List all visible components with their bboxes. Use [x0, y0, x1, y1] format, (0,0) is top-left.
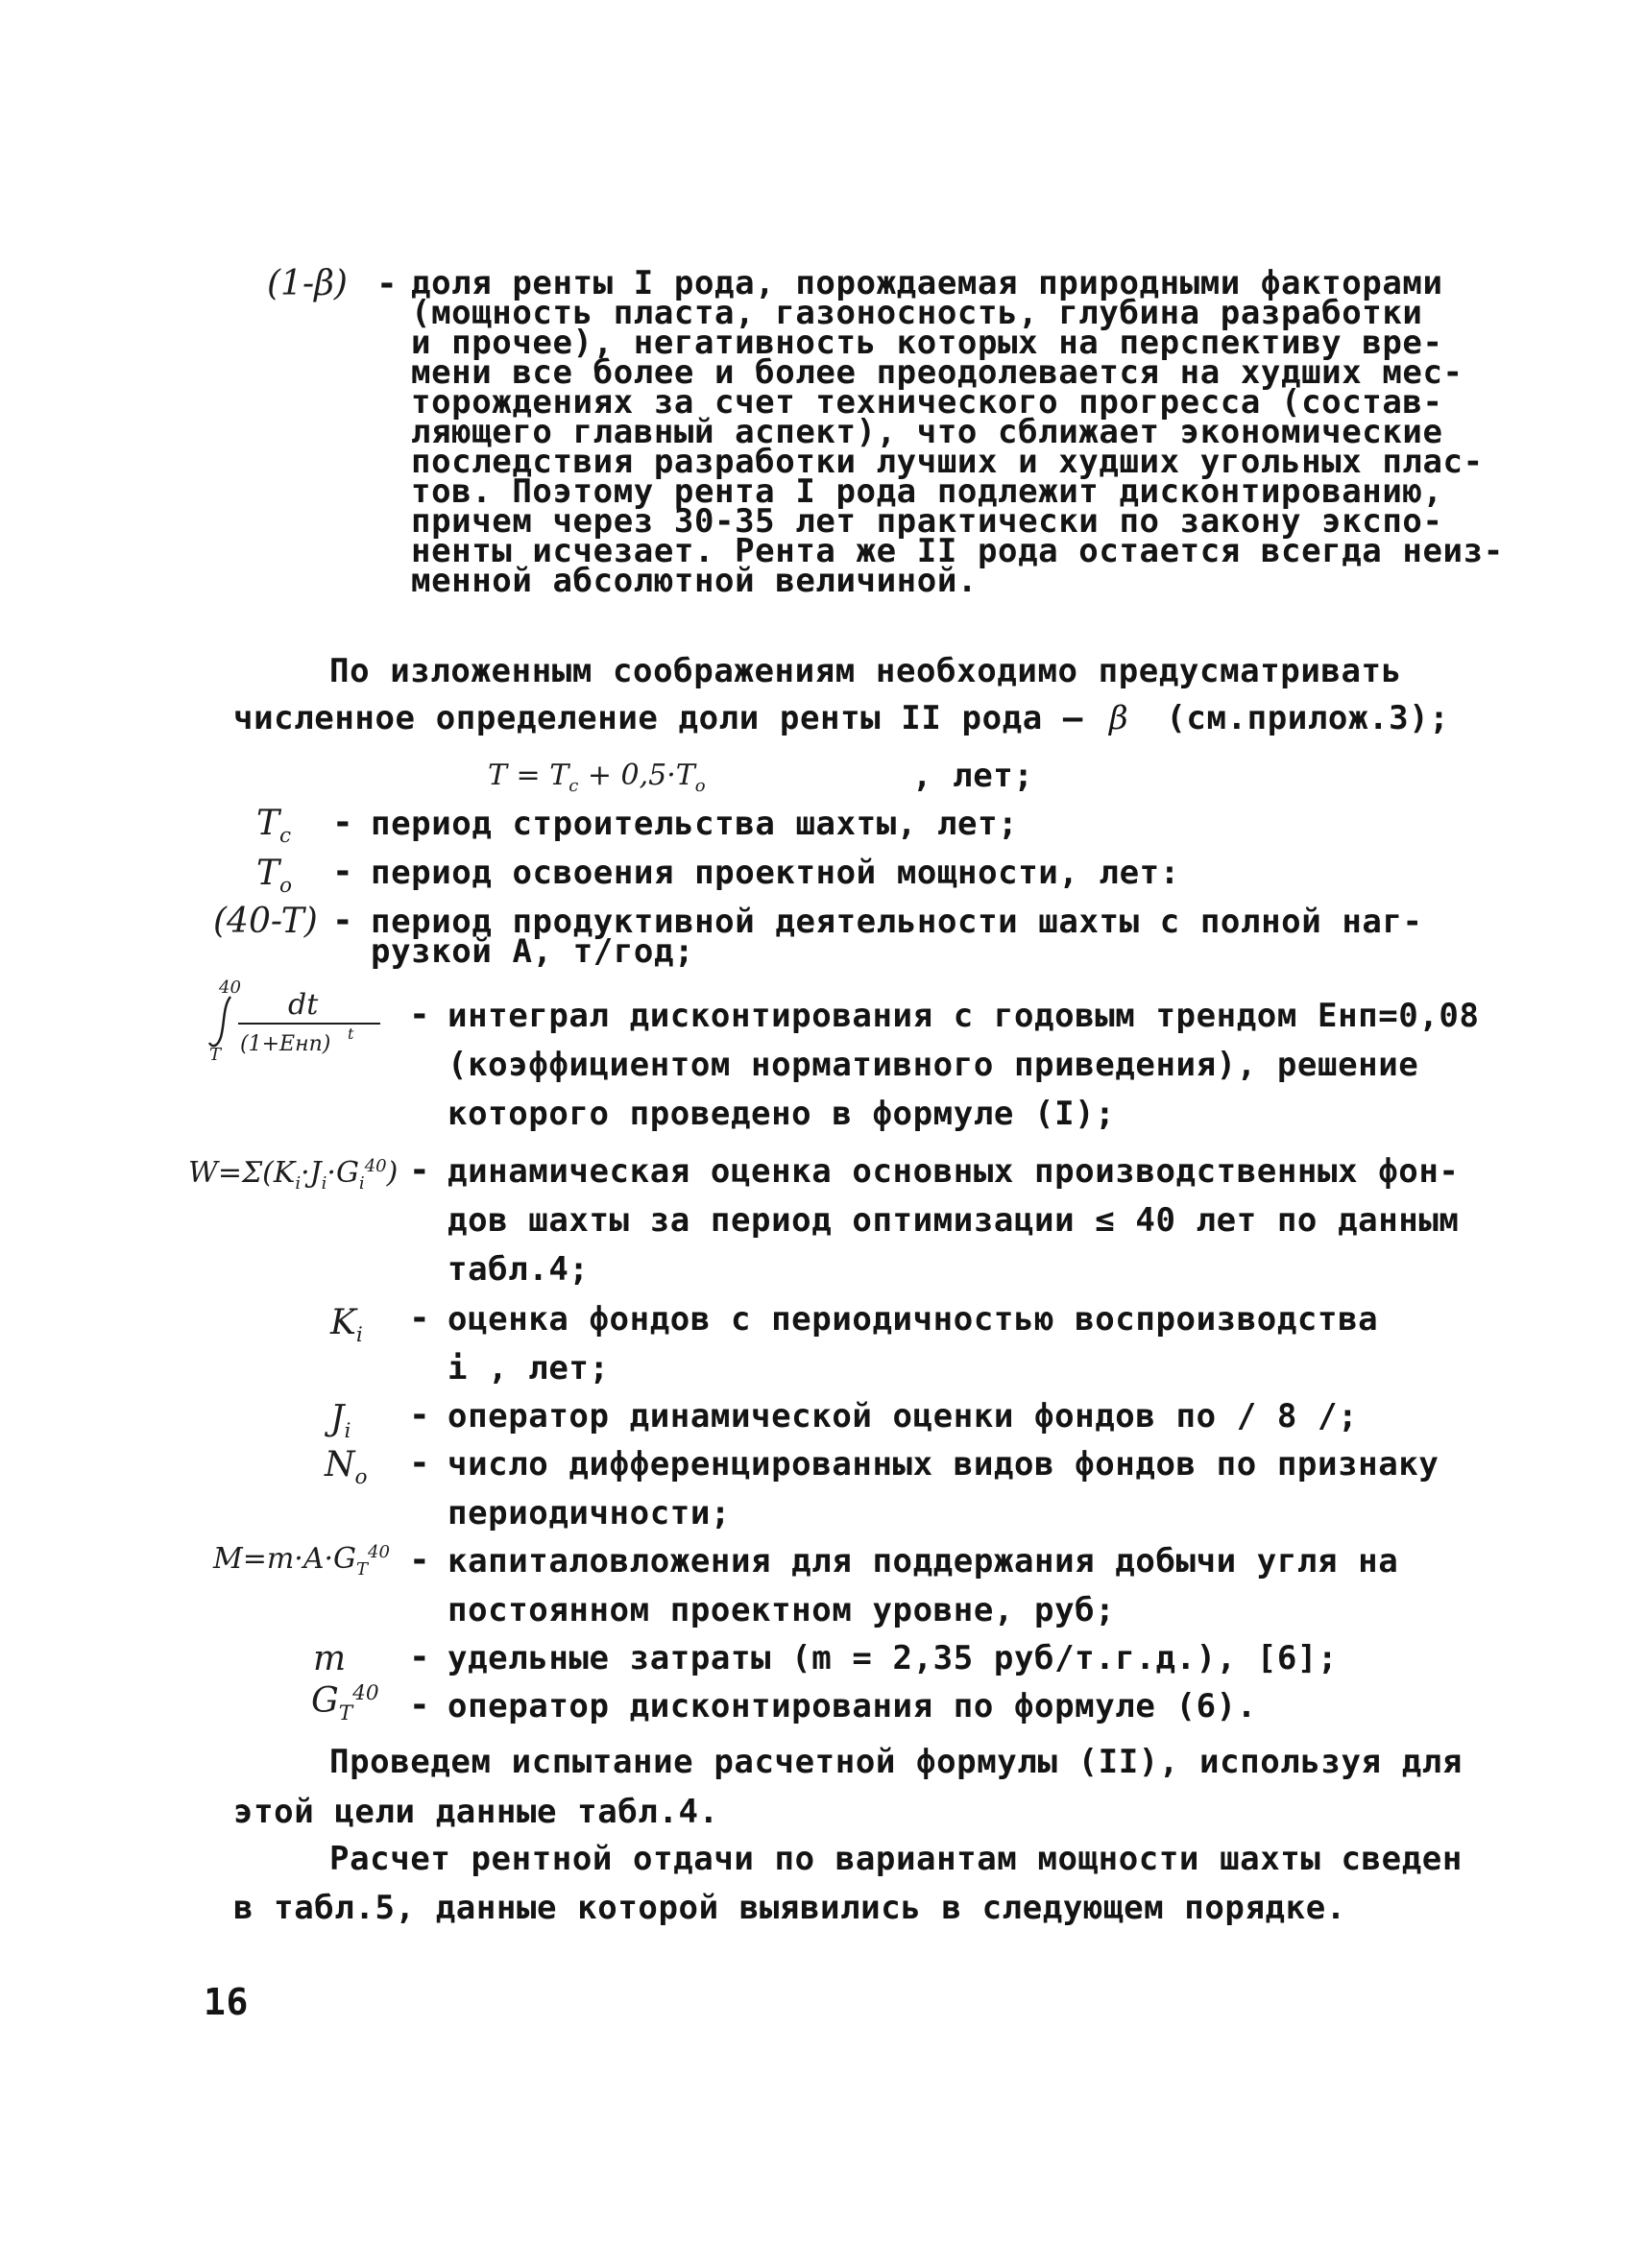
ki-definition: оценка фондов с периодичностью воспроизводства i , лет; — [448, 1300, 1379, 1387]
definition-dash: - — [409, 1150, 430, 1190]
svg-text:(1+Eнп): (1+Eнп) — [240, 1032, 331, 1056]
tc-symbol: $T_c$ — [256, 804, 292, 849]
w-formula: $W=\Sigma(K_i\cdot J_i\cdot G_i^{40})$ — [188, 1156, 399, 1194]
paragraph-1-line-1: По изложенным соображениям необходимо предусматривать — [329, 652, 1402, 690]
paragraph-3-line-1: Расчет рентной отдачи по вариантам мощности шахты сведен — [329, 1840, 1463, 1878]
definition-dash: - — [409, 1395, 430, 1435]
g-definition: оператор дисконтирования по формуле (6). — [448, 1687, 1257, 1725]
ki-symbol: $K_i$ — [330, 1303, 363, 1348]
paragraph-3-line-2: в табл.5, данные которой выявились в следующем порядке. — [233, 1889, 1346, 1927]
productive-period-definition: период продуктивной деятельности шахты с полной наг- рузкой А, т/год; — [371, 903, 1423, 971]
rent-line: ляющего главный аспект), что сближает экономические — [411, 413, 1443, 451]
svg-text:t: t — [348, 1025, 354, 1043]
rent-line: причем через 30-35 лет практически по закону экспо- — [411, 502, 1443, 541]
rent-line: менной абсолютной величиной. — [411, 562, 978, 600]
svg-text:T: T — [209, 1045, 222, 1064]
g-operator-symbol: $G_T^{40}$ — [311, 1681, 379, 1726]
paragraph-2-line-1: Проведем испытание расчетной формулы (II), используя для — [329, 1743, 1463, 1781]
beta-symbol: β — [1109, 699, 1129, 737]
svg-text:40: 40 — [219, 977, 241, 998]
definition-dash: - — [332, 901, 353, 940]
rent-line: тов. Поэтому рента I рода подлежит дисконтированию, — [411, 472, 1443, 511]
rent-definition-text — [411, 264, 1504, 600]
definition-dash: - — [409, 1685, 430, 1725]
integral-definition: интеграл дисконтирования с годовым трендом Eнп=0,08 (коэффициентом нормативного приведения), решение которого проведено в формуле (I); — [448, 997, 1480, 1133]
m-formula: $M=m\cdot A\cdot G_T^{40}$ — [213, 1542, 390, 1580]
productive-period-symbol: (40-T) — [213, 902, 318, 941]
beta-complement-symbol: (1-β) — [267, 264, 348, 303]
rent-line: ненты исчезает. Рента же II рода остается всегда неиз- — [411, 532, 1504, 570]
to-definition: период освоения проектной мощности, лет: — [371, 854, 1180, 892]
svg-text:dt: dt — [288, 988, 319, 1022]
no-definition: число дифференцированных видов фондов по признаку периодичности; — [448, 1445, 1439, 1532]
to-symbol: $T_o$ — [256, 854, 293, 899]
definition-dash: - — [332, 803, 353, 842]
discount-integral-icon — [202, 977, 384, 1064]
paragraph-2-line-2: этой цели данные табл.4. — [233, 1793, 719, 1831]
time-formula: $T = T_c + 0,5\cdot T_o$ — [488, 759, 706, 796]
definition-dash: - — [409, 1443, 430, 1483]
page-number: 16 — [204, 1981, 249, 2023]
rent-line: торождениях за счет технического прогресса (состав- — [411, 383, 1443, 422]
w-definition: динамическая оценка основных производственных фон- дов шахты за период оптимизации ≤ 40 лет по данным табл.4; — [448, 1152, 1460, 1289]
definition-dash: - — [376, 264, 398, 303]
no-symbol: $N_o$ — [325, 1445, 368, 1490]
definition-dash: - — [409, 1298, 430, 1338]
m-symbol: m — [313, 1639, 347, 1678]
paragraph-1-line-2-end: (см.прилож.3); — [1166, 699, 1450, 737]
rent-line: (мощность пласта, газоносность, глубина разработки — [411, 294, 1423, 332]
ji-symbol: $J_i$ — [330, 1399, 351, 1444]
definition-dash: - — [332, 852, 353, 891]
paragraph-1-line-2-start: численное определение доли ренты II рода – — [233, 699, 1083, 737]
m-definition: удельные затраты (m = 2,35 руб/т.г.д.), [6]; — [448, 1639, 1339, 1677]
definition-dash: - — [409, 1540, 430, 1580]
ji-definition: оператор динамической оценки фондов по / 8 /; — [448, 1397, 1359, 1436]
time-formula-unit: , лет; — [912, 757, 1034, 795]
rent-line: последствия разработки лучших и худших угольных плас- — [411, 443, 1484, 481]
m-formula-definition: капиталовложения для поддержания добычи угля на постоянном проектном уровне, руб; — [448, 1542, 1399, 1629]
rent-line: мени все более и более преодолевается на худших мес- — [411, 353, 1464, 392]
tc-definition: период строительства шахты, лет; — [371, 805, 1019, 843]
paragraph-1-line-2 — [233, 695, 1449, 741]
definition-dash: - — [409, 1637, 430, 1677]
rent-line: и прочее), негативность которых на перспективу вре- — [411, 324, 1443, 362]
rent-line: доля ренты I рода, порождаемая природными факторами — [411, 264, 1443, 302]
definition-dash: - — [409, 995, 430, 1034]
